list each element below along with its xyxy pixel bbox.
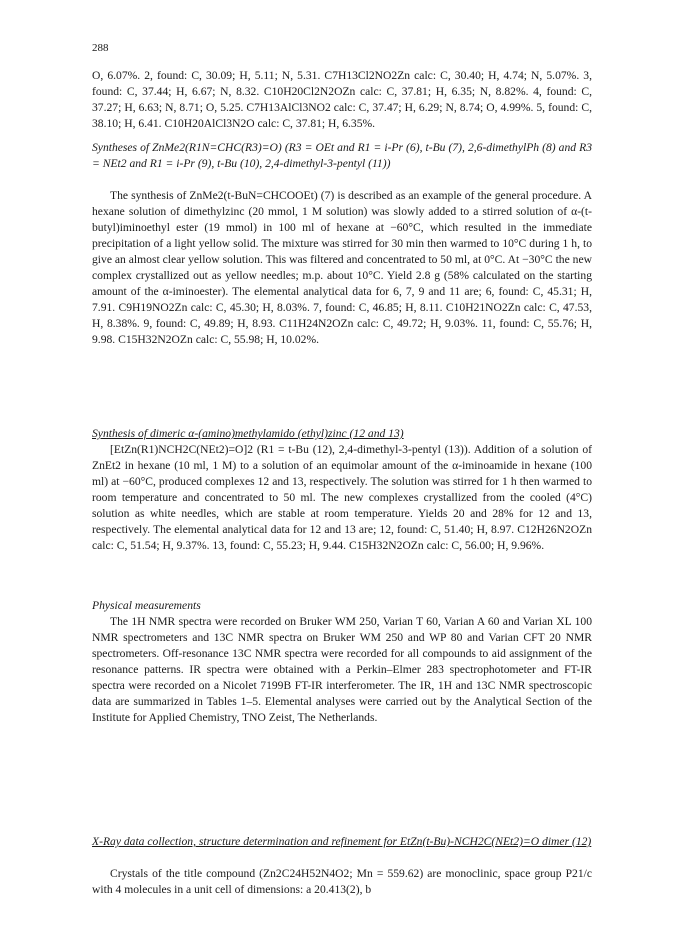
heading-dimeric: Synthesis of dimeric α-(amino)methylamido (ethyl)zinc (12 and 13) — [92, 427, 404, 440]
dimeric-paragraph: [EtZn(R1)NCH2C(NEt2)=O]2 (R1 = t-Bu (12), 2,4-dimethyl-3-pentyl (13)). Addition of a solution of ZnEt2 in hexane (10 ml, 1 M) to a solution of an equimolar amount of the α-iminoamide in hexane (100 ml) at −60°C, produced complexes 12 and 13, respectively. The solution was stirred for 1 h then warmed to room temperature and concentrated to 50 ml. The new complexes crystallized from the cooled (4°C) solution as white needles, which are stable at room temperature. Yields 20 and 28% for 12 and 13, respectively. The elemental analytical data for 12 and 13 are; 12, found: C, 51.40; H, 8.97. C12H26N2OZn calc: C, 51.54; H, 9.37%. 13, found: C, 55.23; H, 9.44. C15H32N2OZn calc: C, 56.00; H, 9.96%. — [92, 443, 592, 552]
page-number: 288 — [92, 42, 109, 54]
heading-xray: X-Ray data collection, structure determination and refinement for EtZn(t-Bu)-NCH2C(NEt2)=O dimer (12) — [92, 835, 592, 848]
analysis-paragraph: O, 6.07%. 2, found: C, 30.09; H, 5.11; N, 5.31. C7H13Cl2NO2Zn calc: C, 30.40; H, 4.74; N, 5.07%. 3, found: C, 37.44; H, 6.67; N, 8.32. C10H20Cl2N2OZn calc: C, 37.81; H, 6.35; N, 8.82%. 4, found: C, 37.27; H, 6.63; N, 8.71; O, 5.25. C7H13AlCl3NO2 calc: C, 37.47; H, 6.29; N, 8.74; O, 4.99%. 5, found: C, 38.10; H, 6.41. C10H20AlCl3N2O calc: C, 37.81; H, 6.35%. — [92, 69, 592, 130]
xray-paragraph: Crystals of the title compound (Zn2C24H52N4O2; Mn = 559.62) are monoclinic, space group P21/c with 4 molecules in a unit cell of dimensions: a 20.413(2), b — [92, 867, 592, 896]
synthesis-paragraph: The synthesis of ZnMe2(t-BuN=CHCOOEt) (7) is described as an example of the general procedure. A hexane solution of dimethylzinc (20 mmol, 1 M solution) was slowly added to a stirred solution of α-(t-butyl)iminoethyl ester (19 mmol) in 100 ml of hexane at −60°C, which resulted in the immediate precipitation of a light yellow solid. The mixture was stirred for 30 min then warmed to 10°C during 1 h, to give an almost clear yellow solution. This was filtered and concentrated to 50 ml, at 0°C. At −30°C the new complex crystallized out as yellow needles; m.p. about 10°C. Yield 2.8 g (58% calculated on the starting amount of the α-iminoester). The elemental analytical data for 6, 7, 9 and 11 are; 6, found: C, 45.31; H, 7.91. C9H19NO2Zn calc: C, 45.30; H, 8.03%. 7, found: C, 46.85; H, 8.11. C10H21NO2Zn calc: C, 47.53, H, 8.38%. 9, found: C, 49.89; H, 8.93. C11H24N2OZn calc: C, 49.72; H, 9.03%. 11, found: C, 55.76; H, 9.98. C15H32N2OZn calc: C, 55.98; H, 10.02%. — [92, 189, 592, 346]
physical-paragraph: The 1H NMR spectra were recorded on Bruker WM 250, Varian T 60, Varian A 60 and Varian XL 100 NMR spectrometers and 13C NMR spectra on Bruker WM 250 and WP 80 and Varian CFT 20 NMR spectrometers. Off-resonance 13C NMR spectra were recorded for all compounds to aid assignment of the resonance patterns. IR spectra were obtained with a Perkin–Elmer 283 spectrophotometer and FT-IR spectra were recorded on a Nicolet 7199B FT-IR interferometer. The IR, 1H and 13C NMR spectroscopic data are summarized in Tables 1–5. Elemental analyses were carried out by the Analytical Section of the Institute for Applied Chemistry, TNO Zeist, The Netherlands. — [92, 615, 592, 724]
heading-physical: Physical measurements — [92, 599, 201, 612]
heading-syntheses: Syntheses of ZnMe2(R1N=CHC(R3)=O) (R3 = OEt and R1 = i-Pr (6), t-Bu (7), 2,6-dimethylPh (8) and R3 = NEt2 and R1 = i-Pr (9), t-Bu (10), 2,4-dimethyl-3-pentyl (11)) — [92, 141, 592, 170]
